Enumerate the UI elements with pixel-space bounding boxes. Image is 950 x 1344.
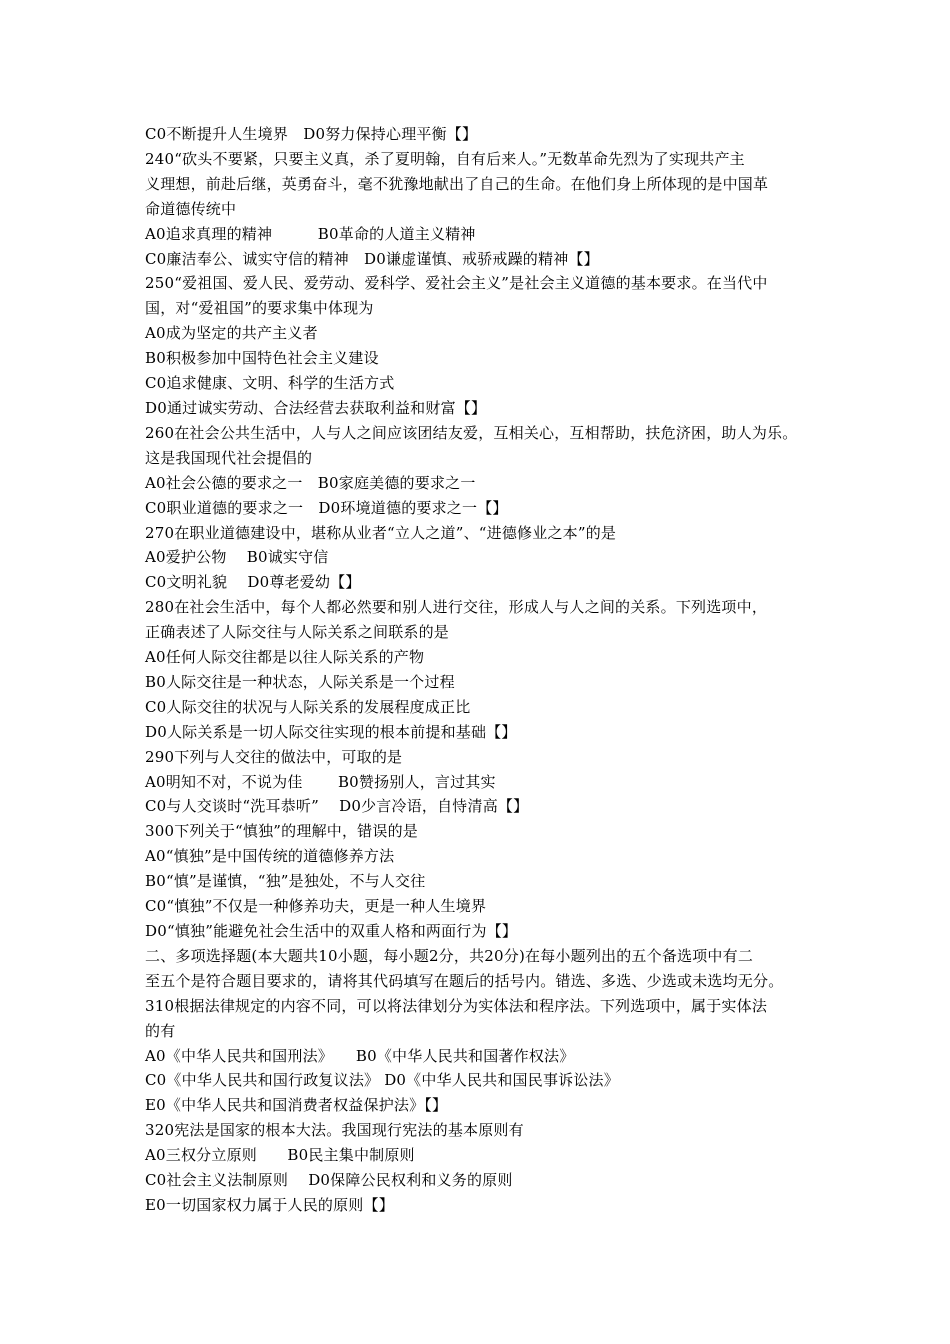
option-line: A0追求真理的精神 B0革命的人道主义精神 <box>145 224 476 243</box>
option-line: D0人际关系是一切人际交往实现的根本前提和基础【】 <box>145 722 517 741</box>
option-line: C0与人交谈时“洗耳恭听” D0少言冷语，自恃清高【】 <box>145 797 529 816</box>
option-line: C0文明礼貌 D0尊老爱幼【】 <box>145 573 361 592</box>
option-line: A0社会公德的要求之一 B0家庭美德的要求之一 <box>145 473 476 492</box>
question-30-stem: 300下列关于“慎独”的理解中，错误的是 <box>145 822 418 841</box>
question-25-stem: 250“爱祖国、爱人民、爱劳动、爱科学、爱社会主义”是社会主义道德的基本要求。在当代中 <box>145 274 768 293</box>
option-line: A0“慎独”是中国传统的道德修养方法 <box>145 847 395 866</box>
option-line: C0《中华人民共和国行政复议法》 D0《中华人民共和国民事诉讼法》 <box>145 1071 619 1090</box>
question-28-stem: 280在社会生活中，每个人都必然要和别人进行交往，形成人与人之间的关系。下列选项中， <box>145 598 768 617</box>
option-line: A0明知不对，不说为佳 B0赞扬别人，言过其实 <box>145 772 496 791</box>
section-heading: 二、多项选择题(本大题共10小题，每小题2分，共20分)在每小题列出的五个备选项中有二 <box>145 946 754 965</box>
option-line: A0任何人际交往都是以往人际关系的产物 <box>145 648 425 667</box>
option-line: E0《中华人民共和国消费者权益保护法》【】 <box>145 1096 448 1115</box>
document-body <box>145 122 825 1218</box>
text-line: 命道德传统中 <box>145 199 237 218</box>
text-line: 至五个是符合题目要求的，请将其代码填写在题后的括号内。错选、多选、少选或未选均无分。 <box>145 971 784 990</box>
option-line: B0人际交往是一种状态，人际关系是一个过程 <box>145 672 455 691</box>
option-line: A0成为坚定的共产主义者 <box>145 324 318 343</box>
option-line: B0“慎”是谨慎，“独”是独处，不与人交往 <box>145 872 426 891</box>
option-line: C0社会主义法制原则 D0保障公民权利和义务的原则 <box>145 1171 513 1190</box>
question-29-stem: 290下列与人交往的做法中，可取的是 <box>145 747 403 766</box>
text-line: 这是我国现代社会提倡的 <box>145 448 313 467</box>
text-line: 正确表述了人际交往与人际关系之间联系的是 <box>145 623 450 642</box>
question-26-stem: 260在社会公共生活中，人与人之间应该团结友爱，互相关心，互相帮助，扶危济困，助人为乐。 <box>145 423 798 442</box>
option-line: C0追求健康、文明、科学的生活方式 <box>145 374 395 393</box>
option-line: B0积极参加中国特色社会主义建设 <box>145 349 379 368</box>
question-31-stem: 310根据法律规定的内容不同，可以将法律划分为实体法和程序法。下列选项中，属于实体法 <box>145 996 768 1015</box>
option-line: A0三权分立原则 B0民主集中制原则 <box>145 1146 415 1165</box>
text-line: 义理想，前赴后继，英勇奋斗，毫不犹豫地献出了自己的生命。在他们身上所体现的是中国革 <box>145 174 769 193</box>
question-27-stem: 270在职业道德建设中，堪称从业者“立人之道”、“进德修业之本”的是 <box>145 523 617 542</box>
option-line: D0通过诚实劳动、合法经营去获取利益和财富【】 <box>145 398 487 417</box>
option-line: C0职业道德的要求之一 D0环境道德的要求之一【】 <box>145 498 508 517</box>
option-line: C0“慎独”不仅是一种修养功夫，更是一种人生境界 <box>145 897 487 916</box>
option-line: A0爱护公物 B0诚实守信 <box>145 548 329 567</box>
option-line: C0人际交往的状况与人际关系的发展程度成正比 <box>145 697 471 716</box>
option-line: C0廉洁奉公、诚实守信的精神 D0谦虚谨慎、戒骄戒躁的精神【】 <box>145 249 599 268</box>
text-line: 国，对“爱祖国”的要求集中体现为 <box>145 299 374 318</box>
question-24-stem: 240“砍头不要紧，只要主义真，杀了夏明翰，自有后来人。”无数革命先烈为了实现共产主 <box>145 149 745 168</box>
option-line: E0一切国家权力属于人民的原则【】 <box>145 1195 394 1214</box>
question-32-stem: 320宪法是国家的根本大法。我国现行宪法的基本原则有 <box>145 1121 524 1140</box>
text-line: C0不断提升人生境界 D0努力保持心理平衡【】 <box>145 125 478 143</box>
option-line: A0《中华人民共和国刑法》 B0《中华人民共和国著作权法》 <box>145 1046 575 1065</box>
option-line: D0“慎独”能避免社会生活中的双重人格和两面行为【】 <box>145 922 518 940</box>
text-line: 的有 <box>145 1021 176 1040</box>
